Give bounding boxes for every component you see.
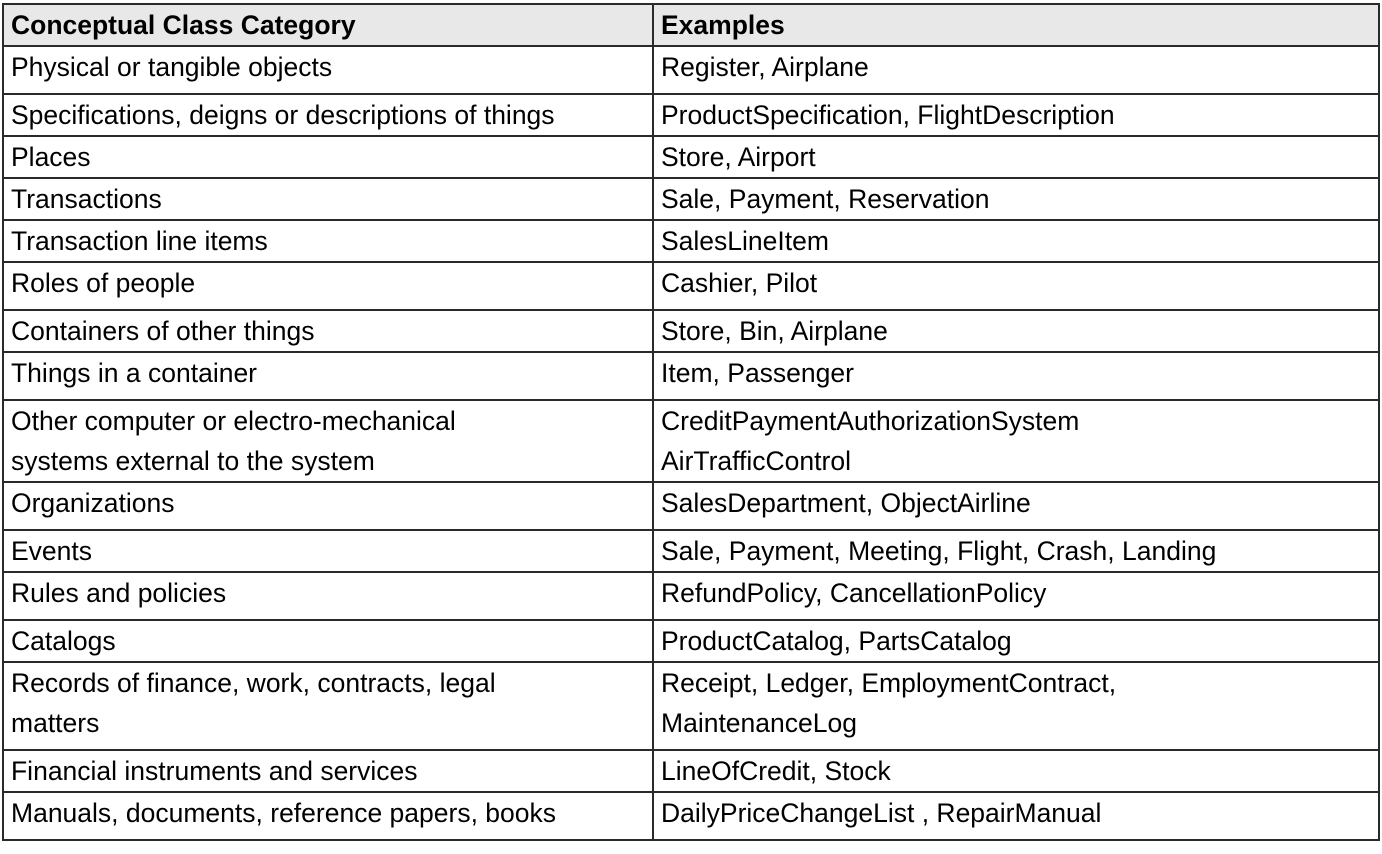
category-cell xyxy=(3,572,653,620)
table-row xyxy=(3,94,1379,136)
examples-text: CreditPaymentAuthorizationSystem xyxy=(661,406,1080,436)
category-cell xyxy=(3,220,653,262)
table-row xyxy=(3,792,1379,840)
category-cell xyxy=(3,310,653,352)
examples-cell xyxy=(653,262,1379,310)
table-row xyxy=(3,220,1379,262)
category-text: Rules and policies xyxy=(11,578,227,608)
table-row xyxy=(3,530,1379,572)
examples-text: RefundPolicy, CancellationPolicy xyxy=(661,578,1047,608)
table-row xyxy=(3,352,1379,400)
category-text: Financial instruments and services xyxy=(11,756,418,786)
category-text: Things in a container xyxy=(11,358,258,388)
examples-cell xyxy=(653,482,1379,530)
category-text: Transaction line items xyxy=(11,226,268,256)
category-cell xyxy=(3,262,653,310)
conceptual-class-table xyxy=(2,3,1380,841)
examples-text: Cashier, Pilot xyxy=(661,268,818,298)
category-cell xyxy=(3,136,653,178)
category-text: Organizations xyxy=(11,488,175,518)
category-text: Catalogs xyxy=(11,626,116,656)
category-text: Physical or tangible objects xyxy=(11,52,333,82)
examples-text: Store, Airport xyxy=(661,142,816,172)
examples-cell xyxy=(653,46,1379,94)
header-conceptual-class-category: Conceptual Class Category xyxy=(3,4,653,46)
examples-text: MaintenanceLog xyxy=(661,708,857,738)
examples-text: SalesLineItem xyxy=(661,226,829,256)
examples-text: SalesDepartment, ObjectAirline xyxy=(661,488,1031,518)
examples-cell xyxy=(653,572,1379,620)
examples-cell xyxy=(653,662,1379,750)
table-row xyxy=(3,572,1379,620)
table-header-row xyxy=(3,4,1379,46)
examples-cell xyxy=(653,136,1379,178)
table-row xyxy=(3,262,1379,310)
category-text: Specifications, deigns or descriptions of things xyxy=(11,100,555,130)
examples-text: Sale, Payment, Meeting, Flight, Crash, Landing xyxy=(661,536,1217,566)
category-text: Containers of other things xyxy=(11,316,315,346)
table-row xyxy=(3,400,1379,482)
table-row xyxy=(3,136,1379,178)
category-cell xyxy=(3,400,653,482)
category-cell xyxy=(3,46,653,94)
examples-text: Item, Passenger xyxy=(661,358,854,388)
examples-cell xyxy=(653,352,1379,400)
examples-text: Sale, Payment, Reservation xyxy=(661,184,990,214)
category-text: Other computer or electro-mechanical xyxy=(11,406,456,436)
category-cell xyxy=(3,530,653,572)
examples-cell xyxy=(653,220,1379,262)
category-text: Roles of people xyxy=(11,268,196,298)
category-cell xyxy=(3,750,653,792)
examples-text: DailyPriceChangeList , RepairManual xyxy=(661,798,1102,828)
category-text: Manuals, documents, reference papers, books xyxy=(11,798,557,828)
examples-cell xyxy=(653,178,1379,220)
table-row xyxy=(3,750,1379,792)
category-cell xyxy=(3,178,653,220)
category-text: matters xyxy=(11,708,100,738)
category-text: Transactions xyxy=(11,184,162,214)
examples-text: ProductSpecification, FlightDescription xyxy=(661,100,1115,130)
examples-text: ProductCatalog, PartsCatalog xyxy=(661,626,1012,656)
category-cell xyxy=(3,792,653,840)
category-text: Places xyxy=(11,142,91,172)
examples-text: AirTrafficControl xyxy=(661,446,851,476)
examples-cell xyxy=(653,400,1379,482)
category-text: systems external to the system xyxy=(11,446,375,476)
table-row xyxy=(3,620,1379,662)
category-text: Records of finance, work, contracts, legal xyxy=(11,668,496,698)
table-row xyxy=(3,482,1379,530)
category-text: Events xyxy=(11,536,93,566)
examples-cell xyxy=(653,620,1379,662)
table-row xyxy=(3,662,1379,750)
table-body xyxy=(3,46,1379,840)
examples-cell xyxy=(653,94,1379,136)
header-examples: Examples xyxy=(653,4,1379,46)
examples-text: Register, Airplane xyxy=(661,52,869,82)
examples-cell xyxy=(653,750,1379,792)
category-cell xyxy=(3,352,653,400)
table-row xyxy=(3,178,1379,220)
examples-text: Store, Bin, Airplane xyxy=(661,316,888,346)
examples-text: Receipt, Ledger, EmploymentContract, xyxy=(661,668,1117,698)
category-cell xyxy=(3,482,653,530)
examples-cell xyxy=(653,792,1379,840)
category-cell xyxy=(3,620,653,662)
examples-cell xyxy=(653,310,1379,352)
category-cell xyxy=(3,662,653,750)
category-cell xyxy=(3,94,653,136)
examples-cell xyxy=(653,530,1379,572)
table-row xyxy=(3,46,1379,94)
examples-text: LineOfCredit, Stock xyxy=(661,756,891,786)
table-row xyxy=(3,310,1379,352)
